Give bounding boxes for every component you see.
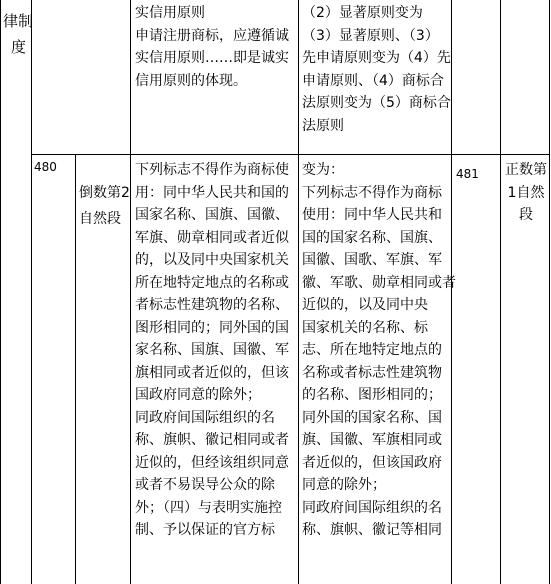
row1-original-line: 实信用原则 <box>135 5 205 21</box>
row2-revised-line: 国家机关的名称、标 <box>302 319 428 336</box>
border-col3 <box>130 0 131 584</box>
border-col2 <box>75 154 76 584</box>
row2-revised-line: 称、旗帜、徽记等相同 <box>302 522 442 538</box>
row2-original-line: 同政府间国际组织的名 <box>135 409 275 426</box>
row2-revised-line: 名称或者标志性建筑物 <box>302 364 442 381</box>
row2-location-line: 自然段 <box>79 211 121 227</box>
row2-original-line: 或者不易误导公众的除 <box>135 477 275 493</box>
row2-revised-line: 同政府间国际组织的名 <box>302 499 442 516</box>
row1-revised-line: 申请原则、（4）商标合 <box>302 72 444 89</box>
row1-revised-line: 法原则变为（5）商标合 <box>302 95 451 111</box>
row2-right-number: 481 <box>456 167 479 181</box>
row2-revised-line: 使用：同中华人民共和 <box>302 207 442 223</box>
row1-revised-line: （3）显著原则、（3） <box>302 27 439 44</box>
row2-original-line: 者标志性建筑物的名称、 <box>135 297 289 313</box>
border-row-divider <box>31 154 550 155</box>
row2-revised-line: 徽、军歌、勋章相同或者 <box>302 274 456 291</box>
row2-original-line: 国政府同意的除外； <box>135 387 261 403</box>
border-col4 <box>298 0 299 584</box>
row2-revised-line: 国的国家名称、国旗、 <box>302 229 442 246</box>
row2-original-line: 制、予以保证的官方标 <box>135 522 275 538</box>
row2-original-line: 所在地特定地点的名称或 <box>135 274 289 291</box>
row2-original-line: 家名称、国旗、国徽、军 <box>135 342 289 358</box>
row1-label <box>3 8 33 60</box>
row2-original-line: 称、旗帜、徽记相同或者 <box>135 432 289 448</box>
row2-revised-line: 旗、国徽、军旗相同或 <box>302 432 442 448</box>
row2-original-line: 外；（四）与表明实施控 <box>135 499 282 516</box>
row1-revised-line: 先申请原则变为（4）先 <box>302 50 451 66</box>
row2-revised-line: 者近似的，但该国政府 <box>302 454 442 471</box>
row2-original-line: 旗相同或者近似的，但该 <box>135 364 289 381</box>
row2-right-location-line: 段 <box>519 207 533 223</box>
row2-original-line: 图形相同的；同外国的国 <box>135 319 289 336</box>
row1-original-line: 实信用原则……即是诚实 <box>135 50 289 66</box>
row2-revised-line: 同意的除外； <box>302 477 386 493</box>
row1-original <box>135 2 289 92</box>
row2-original-line: 用：同中华人民共和国的 <box>135 184 289 201</box>
row1-revised-line: 法原则 <box>302 117 344 134</box>
row1-label-line: 度 <box>11 38 27 56</box>
row2-revised-line: 志、所在地特定地点的 <box>302 342 442 358</box>
row2-revised-line: 同外国的国家名称、国 <box>302 409 442 426</box>
border-left <box>0 0 1 584</box>
row2-original-line: 国家名称、国旗、国徽、 <box>135 207 289 223</box>
row1-label-line: 律制 <box>3 12 34 30</box>
row2-location <box>79 180 130 232</box>
row2-revised-line: 变为： <box>302 162 344 178</box>
row2-left-number: 480 <box>34 160 57 174</box>
border-col1 <box>31 0 32 584</box>
border-col6 <box>500 0 501 584</box>
row2-original-line: 近似的，但经该组织同意 <box>135 454 289 471</box>
row2-original-line: 军旗、勋章相同或者近似 <box>135 229 289 246</box>
row2-right-location <box>503 159 549 227</box>
row2-location-line: 倒数第2 <box>79 185 130 201</box>
row2-revised-line: 近似的，以及同中央 <box>302 297 428 313</box>
row2-original-line: 的，以及同中央国家机关 <box>135 252 289 268</box>
border-right <box>549 0 550 584</box>
row2-right-location-line: 正数第 <box>505 162 547 178</box>
row1-original-line: 申请注册商标，应遵循诚 <box>135 27 289 44</box>
row2-original-line: 下列标志不得作为商标使 <box>135 162 289 178</box>
row2-revised-line: 的名称、图形相同的； <box>302 387 442 403</box>
row1-revised <box>302 2 451 137</box>
row2-revised <box>302 159 456 542</box>
row2-original <box>135 159 289 542</box>
row2-revised-line: 下列标志不得作为商标 <box>302 184 442 201</box>
row2-revised-line: 国徽、国歌、军旗、军 <box>302 252 442 268</box>
row2-right-location-line: 1自然 <box>507 184 545 201</box>
row1-revised-line: （2）显著原则变为 <box>302 5 423 21</box>
row1-original-line: 信用原则的体现。 <box>135 72 247 89</box>
